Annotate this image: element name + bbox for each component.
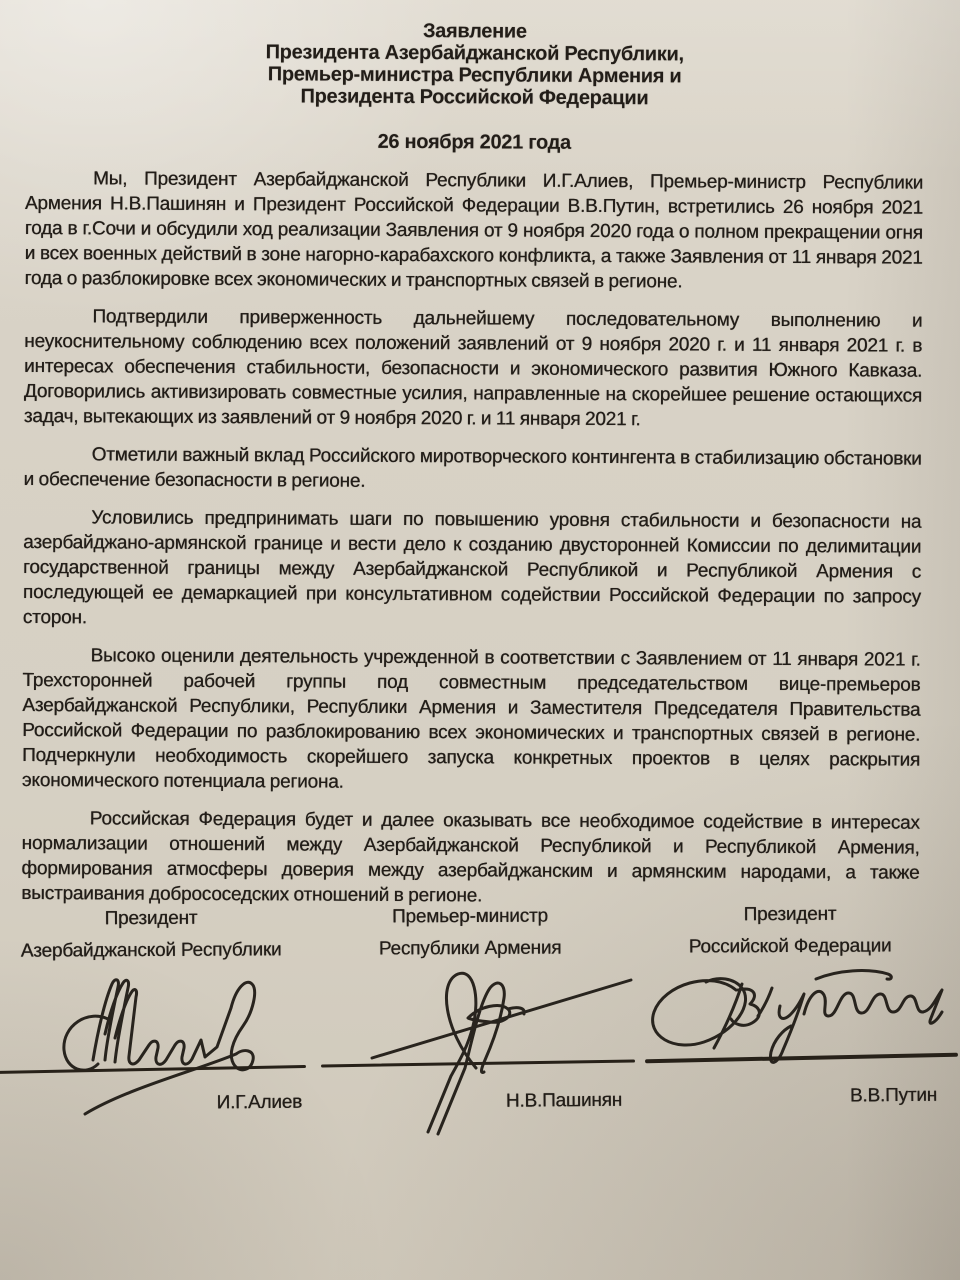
paragraph-6: Российская Федерация будет и далее оказывать все необходимое содействие в интересах нормализации отношений между Азербайджанской Республикой и Республикой Армения, формирования атмосферы доверия между азербайджанским и армянским народами, а также выстраивания добрососедских отношений в регионе.	[21, 808, 920, 907]
signatory-role-russia	[640, 898, 940, 964]
paragraph-2: Подтвердили приверженность дальнейшему последовательному выполнению и неукоснительному соблюдению всех положений заявлений от 9 ноября 2020 г. и 11 января 2021 г. в интересах обеспечения стабильности, безопасности и экономического развития Южного Кавказа. Договорились активизировать совместные усилия, направленные на скорейшее решение остающихся задач, вытекающих из заявлений от 9 ноября 2020 г. и 11 января 2021 г.	[23, 306, 923, 431]
paragraph-5: Высоко оценили деятельность учрежденной в соответствии с Заявлением от 11 января 2021 г. Трехсторонней рабочей группы под совместным председательством вице-премьеров Азербайджанской Республики, Республики Армения и Заместителя Председателя Правительства Российской Федерации по разблокированию всех экономических и транспортных связей в регионе. Подчеркнули необходимость скорейшего запуска конкретных проектов в целях раскрытия экономического потенциала региона.	[21, 645, 921, 793]
signatory-name-putin: В.В.Путин	[849, 1084, 938, 1107]
statement-date: 26 ноября 2021 года	[377, 130, 571, 154]
role-line: Президент	[104, 907, 198, 930]
title-line-4: Президента Российской Федерации	[300, 85, 649, 110]
putin-signature	[638, 962, 950, 1080]
signatory-name-pashinyan: Н.В.Пашинян	[505, 1089, 623, 1112]
role-line: Республики Армения	[378, 937, 562, 960]
role-line: Президент	[743, 903, 837, 926]
role-line: Российской Федерации	[688, 935, 892, 958]
paragraph-1: Мы, Президент Азербайджанской Республики И.Г.Алиев, Премьер-министр Республики Армения Н.В.Пашинян и Президент Российской Федерации В.В.Путин, встретились 26 ноября 2021 года в г.Сочи и обсудили ход реализации Заявления от 9 ноября 2020 года о полном прекращении огня и всех военных действий в зоне нагорно-карабахского конфликта, а также Заявления от 11 января 2021 года о разблокировке всех экономических и транспортных связей в регионе.	[24, 168, 924, 293]
paragraph-4: Условились предпринимать шаги по повышению уровня стабильности и безопасности на азербайджано-армянской границе и вести дело к созданию двусторонней Комиссии по делимитации государственной границы между Азербайджанской Республикой и Республикой Армения с последующей ее демаркацией при консультативном содействии Российской Федерации по запросу сторон.	[22, 507, 922, 629]
title-line-1: Заявление	[422, 20, 527, 43]
signatory-role-azerbaijan	[0, 902, 302, 968]
pashinyan-signature	[368, 946, 638, 1151]
title-line-3: Премьер-министра Республики Армения и	[267, 63, 682, 88]
role-line: Премьер-министр	[391, 905, 548, 928]
signatory-name-aliev: И.Г.Алиев	[216, 1091, 303, 1114]
paragraph-3: Отметили важный вклад Российского миротворческого контингента в стабилизацию обстановки и обеспечение безопасности в регионе.	[23, 444, 922, 492]
title-line-2: Президента Азербайджанской Республики,	[265, 41, 684, 66]
role-line: Азербайджанской Республики	[20, 939, 282, 962]
